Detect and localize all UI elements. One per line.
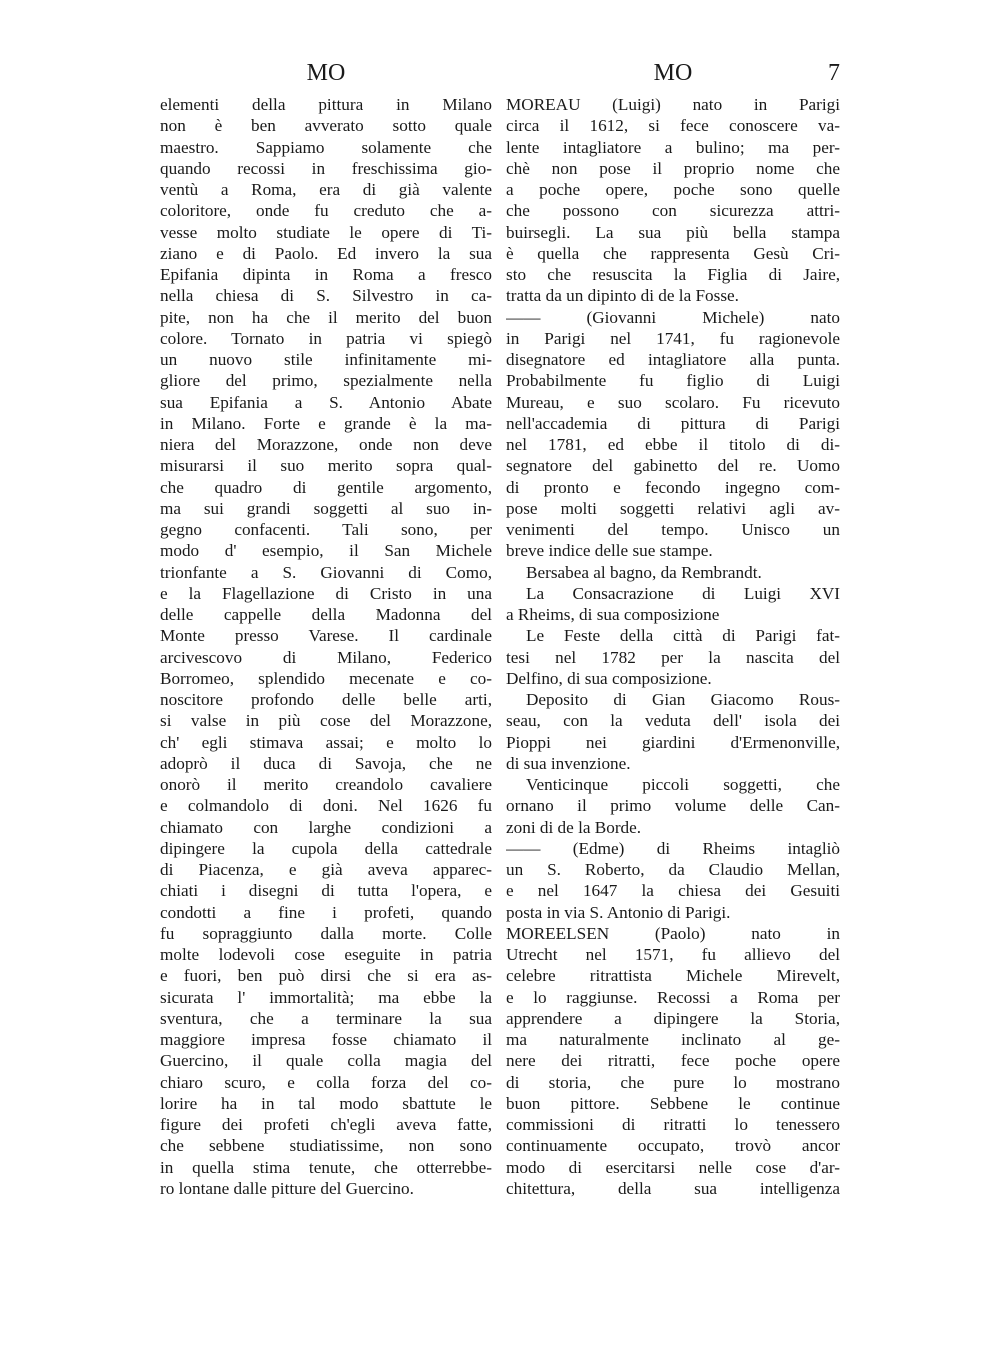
text-line: buon pittore. Sebbene le continue [506, 1093, 840, 1113]
text-line: maggiore impresa fosse chiamato il [160, 1030, 492, 1049]
text-line: Borromeo, splendido mecenate e co- [160, 668, 492, 688]
text-line: in Milano. Forte e grande è la ma- [160, 413, 492, 433]
text-line: e nel 1647 la chiesa dei Gesuiti [506, 881, 840, 901]
text-line: si valse in più cose del Morazzone, [160, 711, 492, 731]
text-line: —— (Giovanni Michele) nato [506, 307, 840, 327]
text-line: che quadro di gentile argomento, [160, 477, 492, 497]
text-line: circa il 1612, si fece conoscere va- [506, 116, 840, 136]
text-line: apprendere a dipingere la Storia, [506, 1008, 840, 1028]
text-line: sicurata l' immortalità; ma ebbe la [160, 987, 492, 1007]
page-number: 7 [828, 60, 840, 86]
text-line: seau, con la veduta dell' isola dei [506, 711, 840, 731]
text-line: a poche opere, poche sono quelle [506, 180, 840, 199]
text-line: a Rheims, di sua composizione [506, 605, 720, 624]
text-line: modo d' esempio, il San Michele [160, 541, 492, 561]
left-header-text: MO [306, 60, 346, 86]
text-line: commissioni di ritratti lo tenessero [506, 1115, 840, 1134]
right-column [506, 60, 840, 1199]
text-line: quando recossi in freschissima gio- [160, 158, 492, 178]
text-line: segnatore del gabinetto del re. Uomo [506, 456, 840, 476]
text-line: pite, non ha che il merito del buon [160, 307, 492, 327]
text-line: gegno confacenti. Tali sono, per [160, 520, 492, 539]
text-line: Monte presso Varese. Il cardinale [160, 626, 492, 646]
text-line: e la Flagellazione di Cristo in una [160, 583, 492, 603]
text-line: è quella che rappresenta Gesù Cri- [506, 243, 840, 263]
right-running-header [506, 60, 840, 94]
text-line: chè non pose il proprio nome che [506, 158, 840, 178]
text-line: nel 1781, ed ebbe il titolo di di- [506, 435, 840, 454]
text-line: e fuori, ben può dirsi che si era as- [160, 966, 492, 986]
text-line: noscitore profondo delle belle arti, [160, 690, 492, 709]
text-line: dipingere la cupola della cattedrale [160, 838, 492, 858]
text-line: fu sopraggiunto dalla morte. Colle [160, 923, 492, 943]
text-line: onorò il merito creandolo cavaliere [160, 775, 492, 794]
text-line: di storia, che pure lo mostrano [506, 1072, 840, 1092]
text-line: breve indice delle sue stampe. [506, 541, 713, 561]
text-line: Guercino, il quale colla magia del [160, 1051, 492, 1071]
text-line: tesi nel 1782 per la nascita del [506, 647, 840, 667]
text-line: modo di esercitarsi nelle cose d'ar- [506, 1157, 840, 1177]
text-line: misurarsi il suo merito sopra qual- [160, 456, 492, 476]
text-line: Deposito di Gian Giacomo Rous- [526, 690, 840, 709]
text-line: Delfino, di sua composizione. [506, 668, 712, 688]
text-line: La Consacrazione di Luigi XVI [526, 583, 840, 603]
text-line: ornano il primo volume delle Can- [506, 796, 840, 816]
text-line: posta in via S. Antonio di Parigi. [506, 902, 731, 922]
text-line: di pronto e fecondo ingegno com- [506, 477, 840, 497]
text-line: chitettura, della sua intelligenza [506, 1178, 840, 1198]
text-line: lorire ha in tal modo sbattute le [160, 1093, 492, 1113]
text-line: venimenti del tempo. Unisco un [506, 520, 840, 539]
text-line: in quella stima tenute, che otterrebbe- [160, 1157, 492, 1177]
text-line: nere dei ritratti, fece poche opere [506, 1051, 840, 1071]
text-line: condotti a fine i profeti, quando [160, 902, 492, 922]
text-line: colore. Tornato in patria vi spiegò [160, 328, 492, 348]
text-line: adoprò il duca di Savoja, che ne [160, 753, 492, 773]
text-line: figure dei profeti ch'egli aveva fatte, [160, 1115, 492, 1134]
text-line: di sua invenzione. [506, 753, 631, 773]
text-line: chiati i disegni di tutta l'opera, e [160, 881, 492, 901]
text-line: sto che resuscita la Figlia di Jaire, [506, 265, 840, 284]
text-line: arcivescovo di Milano, Federico [160, 647, 492, 667]
text-line: e colmandolo di doni. Nel 1626 fu [160, 796, 492, 816]
text-line: vesse molto studiate le opere di Ti- [160, 222, 492, 242]
text-line: continuamente occupato, trovò ancor [506, 1136, 840, 1156]
text-line: Bersabea al bagno, da Rembrandt. [526, 562, 762, 582]
text-line: MOREELSEN (Paolo) nato in [506, 923, 840, 943]
right-column-text [506, 94, 840, 1199]
left-column [160, 60, 492, 1199]
text-line: nell'accademia di pittura di Parigi [506, 413, 840, 433]
text-line: ro lontane dalle pitture del Guercino. [160, 1178, 414, 1198]
text-line: —— (Edme) di Rheims intagliò [506, 838, 840, 858]
text-line: molte lodevoli cose eseguite in patria [160, 945, 492, 964]
text-line: buirsegli. La sua più bella stampa [506, 222, 840, 242]
text-line: chiamato con larghe condizioni a [160, 817, 492, 837]
text-line: trionfante a S. Giovanni di Como, [160, 562, 492, 582]
text-line: Venticinque piccoli soggetti, che [526, 775, 840, 794]
text-line: zoni di de la Borde. [506, 817, 642, 837]
text-line: che sebbene studiatissime, non sono [160, 1136, 492, 1156]
text-line: nella chiesa di S. Silvestro in ca- [160, 286, 492, 306]
text-line: tratta da un dipinto di de la Fosse. [506, 286, 739, 306]
text-line: in Parigi nel 1741, fu ragionevole [506, 328, 840, 348]
left-running-header [160, 60, 492, 94]
text-line: ch' egli stimava assai; e molto lo [160, 732, 492, 752]
text-line: elementi della pittura in Milano [160, 95, 492, 114]
text-line: niera del Morazzone, onde non deve [160, 435, 492, 454]
right-header-text: MO [653, 60, 693, 86]
text-line: chiaro scuro, e colla forza del co- [160, 1072, 492, 1092]
left-column-text [160, 94, 492, 1199]
text-line: e lo raggiunse. Recossi a Roma per [506, 987, 840, 1007]
text-line: coloritore, onde fu creduto che a- [160, 201, 492, 221]
text-line: sua Epifania a S. Antonio Abate [160, 392, 492, 412]
text-line: sventura, che a terminare la sua [160, 1008, 492, 1028]
text-line: non è ben avverato sotto quale [160, 116, 492, 136]
text-line: Epifania dipinta in Roma a fresco [160, 265, 492, 284]
text-line: MOREAU (Luigi) nato in Parigi [506, 95, 840, 114]
text-line: disegnatore ed intagliatore alla punta. [506, 350, 840, 369]
text-line: delle cappelle della Madonna del [160, 605, 492, 624]
text-line: Utrecht nel 1571, fu allievo del [506, 945, 840, 964]
text-line: ma naturalmente inclinato al ge- [506, 1030, 840, 1049]
text-line: che possono con sicurezza attri- [506, 201, 840, 221]
text-line: gliore del primo, spezialmente nella [160, 371, 492, 391]
text-line: pose molti soggetti relativi agli av- [506, 498, 840, 518]
text-line: maestro. Sappiamo solamente che [160, 137, 492, 157]
text-line: un nuovo stile infinitamente mi- [160, 350, 492, 369]
text-line: Mureau, e suo scolaro. Fu ricevuto [506, 392, 840, 412]
text-line: ziano e di Paolo. Ed invero la sua [160, 243, 492, 263]
text-line: celebre ritrattista Michele Mirevelt, [506, 966, 840, 986]
text-line: Le Feste della città di Parigi fat- [526, 626, 840, 646]
text-line: lente intagliatore a bulino; ma per- [506, 137, 840, 157]
text-line: un S. Roberto, da Claudio Mellan, [506, 860, 840, 879]
text-line: Probabilmente fu figlio di Luigi [506, 371, 840, 391]
text-line: ventù a Roma, era di già valente [160, 180, 492, 199]
text-line: ma sui grandi soggetti al suo in- [160, 498, 492, 518]
text-line: di Piacenza, e già aveva apparec- [160, 860, 492, 879]
text-line: Pioppi nei giardini d'Ermenonville, [506, 732, 840, 752]
